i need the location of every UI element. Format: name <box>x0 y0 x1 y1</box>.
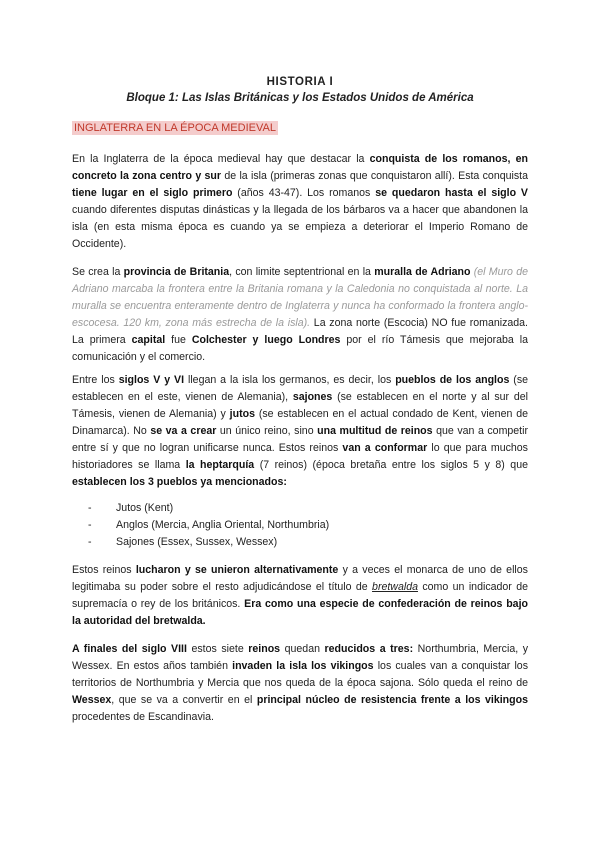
bold-run: provincia de Britania <box>123 266 230 278</box>
text-run: Se crea la <box>72 266 124 278</box>
text-run: , que se va a convertir en el <box>111 694 257 706</box>
bold-run: jutos <box>229 408 255 420</box>
list-item: - Anglos (Mercia, Anglia Oriental, Northumbria) <box>88 517 329 534</box>
bold-run: Colchester y luego Londres <box>191 334 341 346</box>
bold-run: van a conformar <box>342 442 428 454</box>
bold-run: Era como una especie de confederación de reinos bajo la autoridad del bretwalda. <box>72 598 528 627</box>
text-run: estos siete <box>186 643 249 655</box>
document-title: HISTORIA I <box>266 76 334 88</box>
text-run: (se establecen en el este, vienen de Alemania), <box>72 374 529 403</box>
text-run: los cuales van a conquistar los territorios de Northumbria y Mercia que nos queda de la época sajona. Sólo queda el reino de <box>72 660 529 689</box>
bold-run: la heptarquía <box>185 459 255 471</box>
text-run: Estos reinos <box>72 564 136 576</box>
bold-run: conquista de los romanos, en concreto la zona centro y sur <box>72 153 528 182</box>
paragraph-vikings <box>72 641 528 726</box>
bold-run: tiene lugar en el siglo primero <box>72 187 233 199</box>
bold-run: reinos <box>248 643 281 655</box>
section-heading: INGLATERRA EN LA ÉPOCA MEDIEVAL <box>74 122 276 134</box>
text-run: (7 reinos) (época bretaña entre los siglos 5 y 8) que <box>254 459 528 471</box>
bold-run: Wessex <box>72 694 112 706</box>
list-item: - Sajones (Essex, Sussex, Wessex) <box>88 534 329 551</box>
text-run: fue <box>165 334 192 346</box>
paragraph-germanic-peoples <box>72 372 528 491</box>
text-run: Northumbria, Mercia, y Wessex. En estos años también <box>72 643 529 672</box>
text-run: cuando diferentes disputas dinásticas y la llegada de los bárbaros va a hacer que abandonen la isla (en esta misma época es cuando ya se empieza a deteriorar el Imperio Romano de Occidente). <box>72 204 528 250</box>
text-run: (se establecen en el norte y al sur del Támesis, vienen de Alemania) y <box>72 391 528 420</box>
bold-run: lucharon y se unieron alternativamente <box>135 564 339 576</box>
bold-run: pueblos de los anglos <box>395 374 510 386</box>
text-run: de la isla (primeras zonas que conquistaron allí). Esta conquista <box>221 170 528 182</box>
text-run: que van a competir entre sí y que no logran unificarse nunca. Estos reinos <box>72 425 529 454</box>
bold-run: capital <box>131 334 166 346</box>
text-run: En la Inglaterra de la época medieval hay que destacar la <box>72 153 370 165</box>
bold-run: se quedaron hasta el siglo V <box>375 187 528 199</box>
bold-run: invaden la isla los vikingos <box>232 660 374 672</box>
bold-run: principal núcleo de resistencia frente a los vikingos <box>256 694 528 706</box>
text-run: (se establecen en el actual condado de Kent, vienen de Dinamarca). No <box>72 408 528 437</box>
text-run: como un indicador de supremacía o rey de los británicos. <box>72 581 528 610</box>
bold-run: una multitud de reinos <box>317 425 433 437</box>
document-subtitle: Bloque 1: Las Islas Británicas y los Estados Unidos de América <box>126 92 474 104</box>
list-item: - Jutos (Kent) <box>88 500 329 517</box>
text-run: quedan <box>280 643 325 655</box>
text-run: lo que para muchos historiadores se llama <box>72 442 528 471</box>
bretwalda-term: bretwalda <box>372 581 418 593</box>
bold-run: A finales del siglo VIII <box>72 643 187 655</box>
text-run: llegan a la isla los germanos, es decir, los <box>184 374 396 386</box>
text-run: un único reino, sino <box>216 425 318 437</box>
hadrian-wall-note: (el Muro de Adriano marcaba la frontera entre la Britania romana y la Caledonia no conquistada al norte. La muralla se encuentra enteramente dentro de Inglaterra y nunca ha conformado la frontera anglo-escocesa. 120 km, zona más estrecha de la isla). <box>72 266 528 329</box>
paragraph-roman-conquest <box>72 151 528 253</box>
bold-run: establecen los 3 pueblos ya mencionados: <box>72 476 287 488</box>
bold-run: muralla de Adriano <box>374 266 471 278</box>
bold-run: se va a crear <box>150 425 217 437</box>
text-run: Entre los <box>72 374 119 386</box>
text-run: La zona norte (Escocia) NO fue romanizada. La primera <box>72 317 528 346</box>
paragraph-bretwalda <box>72 562 528 630</box>
text-run: (años 43-47). Los romanos <box>232 187 376 199</box>
text-run: procedentes de Escandinavia. <box>72 711 214 723</box>
bold-run: reducidos a tres: <box>324 643 414 655</box>
bold-run: sajones <box>292 391 333 403</box>
text-run: por el río Támesis que mejoraba la comunicación y el comercio. <box>72 334 528 363</box>
bold-run: siglos V y VI <box>118 374 185 386</box>
paragraph-britannia-province <box>72 264 528 366</box>
text-run: y a veces el monarca de uno de ellos legitimaba su poder sobre el resto adjudicándose el título de <box>72 564 528 593</box>
peoples-list <box>88 500 329 551</box>
text-run: , con limite septentrional en la <box>229 266 375 278</box>
